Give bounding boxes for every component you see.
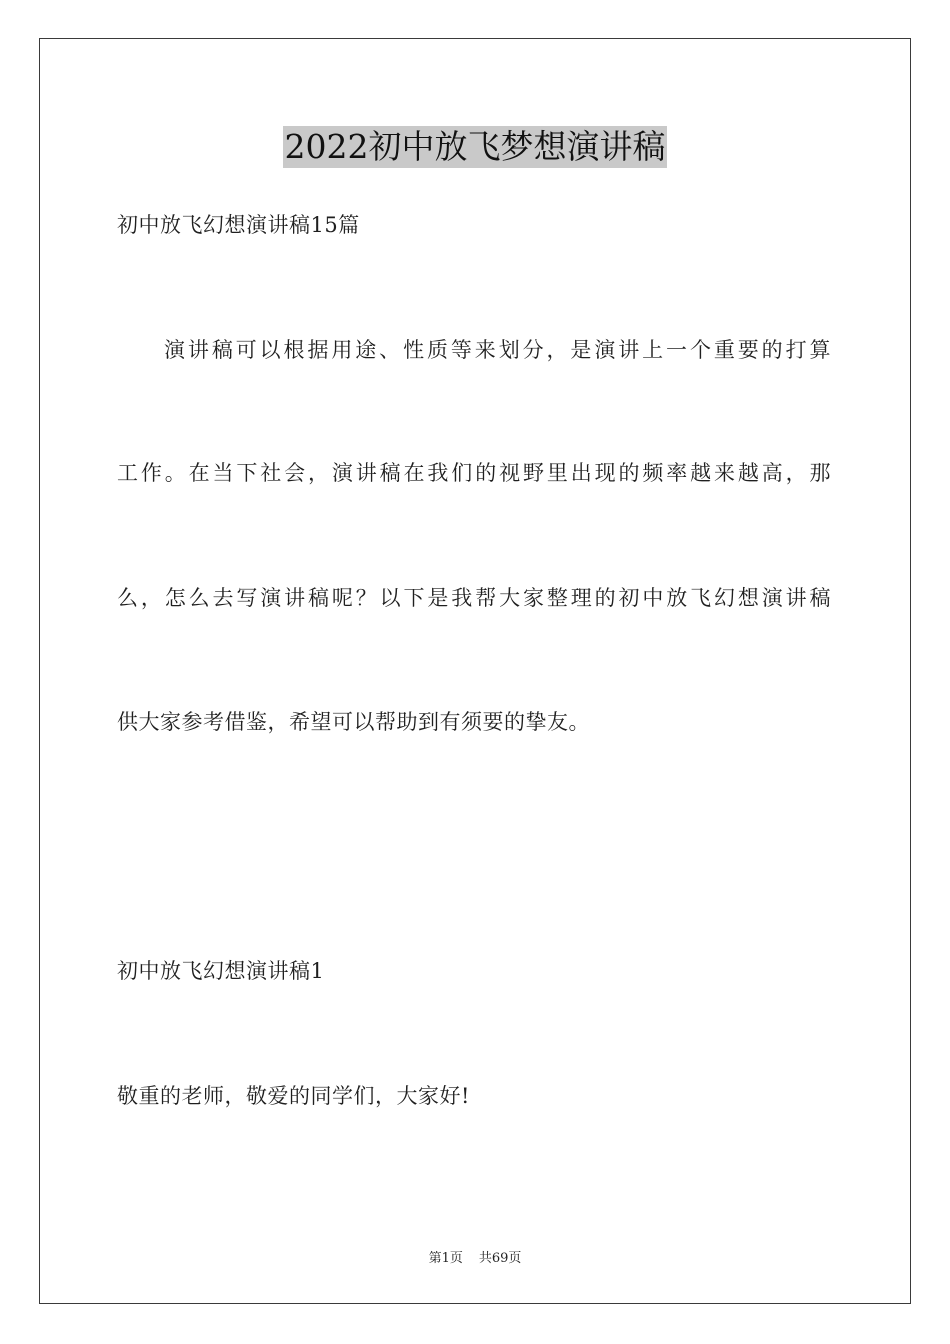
document-subtitle: 初中放飞幻想演讲稿15篇 [117,213,360,237]
section-heading: 初中放飞幻想演讲稿1 [117,959,325,983]
intro-line-4: 供大家参考借鉴，希望可以帮助到有须要的挚友。 [117,710,590,734]
page-number: 第1页 [428,1251,463,1266]
greeting-line: 敬重的老师，敬爱的同学们，大家好! [117,1084,470,1108]
page-total: 共69页 [478,1251,522,1266]
document-title: 2022初中放飞梦想演讲稿 [284,127,666,166]
title-container [0,126,950,168]
intro-line-1: 演讲稿可以根据用途、性质等来划分，是演讲上一个重要的打算 [164,338,831,362]
intro-line-2: 工作。在当下社会，演讲稿在我们的视野里出现的频率越来越高，那 [117,461,831,485]
page-footer [0,1247,950,1266]
intro-line-3: 么，怎么去写演讲稿呢？以下是我帮大家整理的初中放飞幻想演讲稿 [117,586,831,610]
